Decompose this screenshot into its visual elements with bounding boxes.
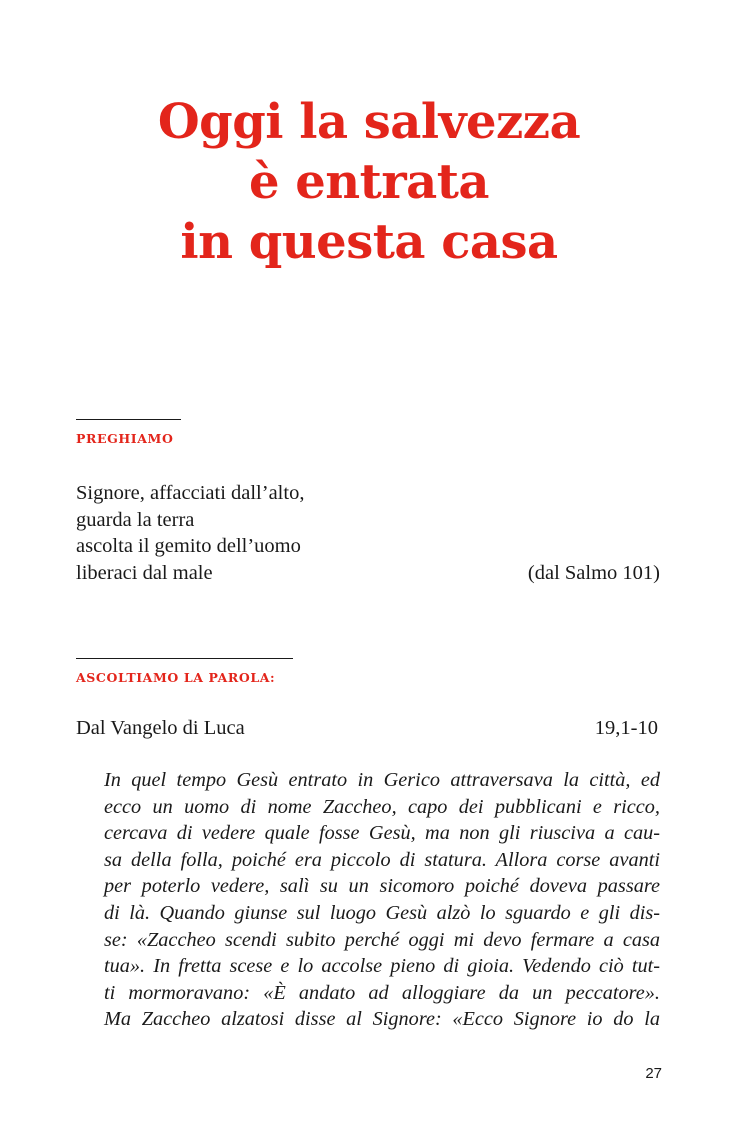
- section-label-preghiamo: PREGHIAMO: [76, 431, 174, 446]
- gospel-source: Dal Vangelo di Luca: [76, 717, 245, 739]
- gospel-text: [104, 767, 660, 1033]
- title-line-1: Oggi la salvezza: [157, 94, 581, 150]
- prayer-text: [76, 480, 660, 586]
- gospel-line: di là. Quando giunse sul luogo Gesù alzò lo sguardo e gli dis-: [104, 901, 660, 924]
- gospel-line: sa della folla, poiché era piccolo di statura. Allora corse avanti: [104, 848, 660, 871]
- gospel-line: se: «Zaccheo scendi subito perché oggi mi devo fermare a casa: [104, 928, 660, 951]
- prayer-line-1: Signore, affacciati dall’alto,: [76, 482, 305, 504]
- gospel-line: tua». In fretta scese e lo accolse pieno di gioia. Vedendo ciò tut-: [104, 955, 660, 978]
- gospel-line: ecco un uomo di nome Zaccheo, capo dei pubblicani e ricco,: [104, 795, 660, 818]
- section-divider-ascoltiamo: [76, 658, 293, 659]
- title-line-2: è entrata: [248, 154, 490, 210]
- page-title: [0, 92, 738, 272]
- psalm-reference: (dal Salmo 101): [527, 561, 660, 584]
- gospel-line: cercava di vedere quale fosse Gesù, ma non gli riusciva a cau-: [104, 822, 660, 845]
- page-number: 27: [645, 1065, 662, 1082]
- gospel-line: ti mormoravano: «È andato ad alloggiare da un peccatore».: [104, 981, 660, 1004]
- prayer-line-4-text: liberaci dal male: [76, 561, 213, 584]
- prayer-line-2: guarda la terra: [76, 508, 195, 531]
- gospel-source-line: [76, 714, 658, 742]
- prayer-line-4: [76, 560, 660, 587]
- gospel-line: Ma Zaccheo alzatosi disse al Signore: «Ecco Signore io do la: [104, 1008, 660, 1031]
- section-label-ascoltiamo: ASCOLTIAMO LA PAROLA:: [76, 670, 276, 685]
- section-divider-preghiamo: [76, 419, 181, 420]
- gospel-verses: 19,1-10: [594, 717, 658, 739]
- title-line-3: in questa casa: [180, 214, 558, 270]
- prayer-line-3: ascolta il gemito dell’uomo: [76, 535, 301, 557]
- gospel-line: In quel tempo Gesù entrato in Gerico attraversava la città, ed: [104, 769, 660, 791]
- gospel-line: per poterlo vedere, salì su un sicomoro poiché doveva passare: [104, 875, 660, 898]
